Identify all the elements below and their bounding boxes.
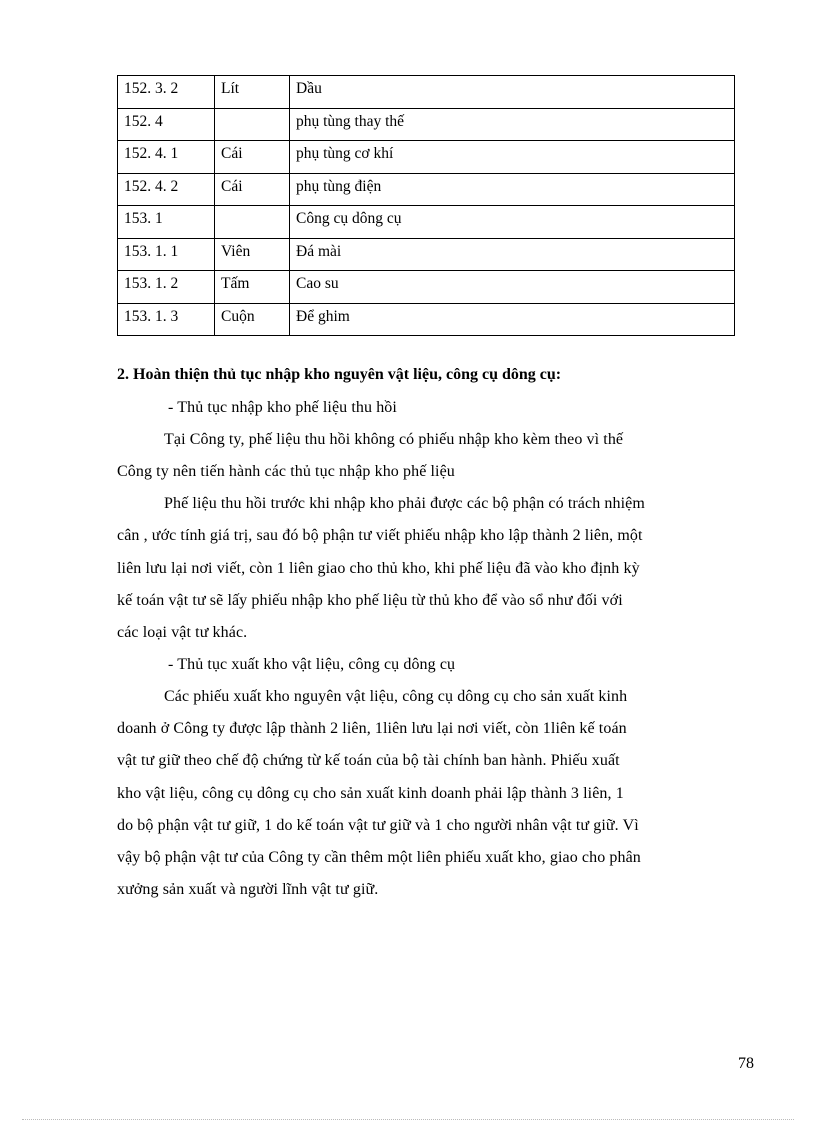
table-row bbox=[118, 108, 735, 141]
table-row bbox=[118, 141, 735, 174]
code-cell: 152. 4. 1 bbox=[118, 141, 215, 174]
name-cell: phụ tùng điện bbox=[290, 173, 735, 206]
table-row bbox=[118, 271, 735, 304]
name-cell: Để ghim bbox=[290, 303, 735, 336]
paragraph-line: liên lưu lại nơi viết, còn 1 liên giao cho thủ kho, khi phế liệu đã vào kho định kỳ bbox=[117, 560, 640, 577]
name-cell: Dầu bbox=[290, 76, 735, 109]
name-cell: Đá mài bbox=[290, 238, 735, 271]
section-heading: 2. Hoàn thiện thủ tục nhập kho nguyên vật liệu, công cụ dông cụ: bbox=[117, 366, 562, 383]
unit-cell: Cái bbox=[215, 141, 290, 174]
page-number: 78 bbox=[738, 1055, 754, 1072]
paragraph-line: do bộ phận vật tư giữ, 1 do kế toán vật tư giữ và 1 cho người nhân vật tư giữ. Vì bbox=[117, 817, 639, 834]
unit-cell bbox=[215, 108, 290, 141]
code-cell: 153. 1. 3 bbox=[118, 303, 215, 336]
unit-cell: Cái bbox=[215, 173, 290, 206]
paragraph-line: xưởng sản xuất và người lĩnh vật tư giữ. bbox=[117, 881, 379, 898]
name-cell: Cao su bbox=[290, 271, 735, 304]
subheading-export-procedure: - Thủ tục xuất kho vật liệu, công cụ dông cụ bbox=[168, 656, 456, 673]
code-cell: 152. 3. 2 bbox=[118, 76, 215, 109]
code-cell: 152. 4 bbox=[118, 108, 215, 141]
paragraph-line: Các phiếu xuất kho nguyên vật liệu, công cụ dông cụ cho sản xuất kinh bbox=[164, 688, 628, 705]
table-row bbox=[118, 206, 735, 239]
unit-cell: Lít bbox=[215, 76, 290, 109]
paragraph-line: Công ty nên tiến hành các thủ tục nhập kho phế liệu bbox=[117, 463, 455, 480]
unit-cell: Cuộn bbox=[215, 303, 290, 336]
code-cell: 153. 1. 2 bbox=[118, 271, 215, 304]
material-code-table bbox=[117, 75, 735, 336]
unit-cell bbox=[215, 206, 290, 239]
paragraph-line: kho vật liệu, công cụ dông cụ cho sản xuất kinh doanh phải lập thành 3 liên, 1 bbox=[117, 785, 624, 802]
table-row bbox=[118, 173, 735, 206]
paragraph-line: kế toán vật tư sẽ lấy phiếu nhập kho phế liệu từ thủ kho để vào sổ như đối với bbox=[117, 592, 623, 609]
name-cell: phụ tùng thay thế bbox=[290, 108, 735, 141]
paragraph-line: Tại Công ty, phế liệu thu hồi không có phiếu nhập kho kèm theo vì thế bbox=[164, 431, 624, 448]
code-cell: 153. 1. 1 bbox=[118, 238, 215, 271]
unit-cell: Tấm bbox=[215, 271, 290, 304]
page-bottom-divider bbox=[22, 1119, 794, 1120]
paragraph-line: cân , ước tính giá trị, sau đó bộ phận tư viết phiếu nhập kho lập thành 2 liên, một bbox=[117, 527, 643, 544]
unit-cell: Viên bbox=[215, 238, 290, 271]
name-cell: phụ tùng cơ khí bbox=[290, 141, 735, 174]
code-cell: 152. 4. 2 bbox=[118, 173, 215, 206]
paragraph-line: các loại vật tư khác. bbox=[117, 624, 248, 641]
subheading-import-procedure: - Thủ tục nhập kho phế liệu thu hồi bbox=[168, 399, 397, 416]
paragraph-line: vậy bộ phận vật tư của Công ty cần thêm một liên phiếu xuất kho, giao cho phân bbox=[117, 849, 641, 866]
name-cell: Công cụ dông cụ bbox=[290, 206, 735, 239]
code-cell: 153. 1 bbox=[118, 206, 215, 239]
table-row bbox=[118, 238, 735, 271]
paragraph-line: vật tư giữ theo chế độ chứng từ kế toán của bộ tài chính ban hành. Phiếu xuất bbox=[117, 752, 620, 769]
table-row bbox=[118, 76, 735, 109]
paragraph-line: Phế liệu thu hồi trước khi nhập kho phải được các bộ phận có trách nhiệm bbox=[164, 495, 645, 512]
paragraph-line: doanh ở Công ty được lập thành 2 liên, 1liên lưu lại nơi viết, còn 1liên kế toán bbox=[117, 720, 627, 737]
table-row bbox=[118, 303, 735, 336]
